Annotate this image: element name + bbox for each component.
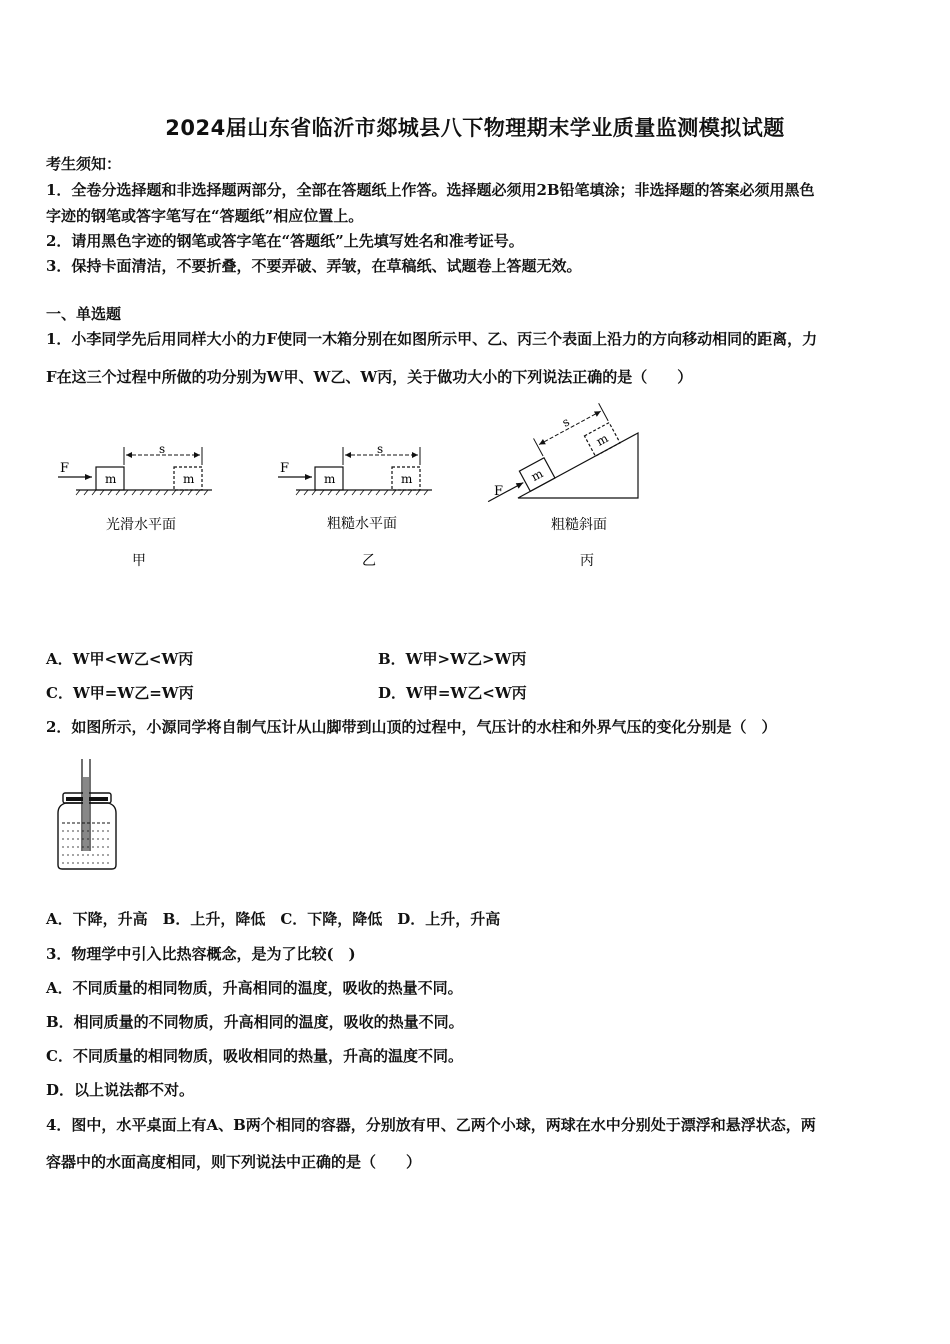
question-1-option-a[interactable]: A．W甲<W乙<W丙 <box>46 650 194 668</box>
question-3-option-c[interactable]: C．不同质量的相同物质，吸收相同的热量，升高的温度不同。 <box>46 1047 463 1065</box>
question-1-option-c[interactable]: C．W甲=W乙=W丙 <box>46 684 194 702</box>
question-1-option-d[interactable]: D．W甲=W乙<W丙 <box>378 684 527 702</box>
question-3-option-a[interactable]: A．不同质量的相同物质，升高相同的温度，吸收的热量不同。 <box>46 979 463 997</box>
barometer-figure <box>48 755 128 875</box>
mass-label: m <box>105 472 117 486</box>
question-4-line-2: 容器中的水面高度相同，则下列说法中正确的是（ ） <box>46 1153 422 1171</box>
distance-label: s <box>559 414 572 430</box>
mass-label: m <box>593 431 611 449</box>
question-1-line-1: 1．小李同学先后用同样大小的力F使同一木箱分别在如图所示甲、乙、丙三个表面上沿力的方向移动相同的距离，力 <box>46 330 818 348</box>
mass-label: m <box>183 472 195 486</box>
distance-label: s <box>377 442 384 456</box>
figure-jia <box>58 442 212 569</box>
force-label: F <box>280 461 290 476</box>
figure-bing <box>469 398 638 569</box>
notice-item: 2．请用黑色字迹的钢笔或答字笔在“答题纸”上先填写姓名和准考证号。 <box>46 232 524 250</box>
figure-label: 甲 <box>132 553 146 569</box>
question-3-option-b[interactable]: B．相同质量的不同物质，升高相同的温度，吸收的热量不同。 <box>46 1013 464 1031</box>
notice-item: 字迹的钢笔或答字笔写在“答题纸”相应位置上。 <box>46 207 364 225</box>
mass-label: m <box>528 466 546 485</box>
surface-caption: 粗糙斜面 <box>551 517 607 533</box>
question-1-figure <box>40 395 660 595</box>
notice-item: 3．保持卡面清洁，不要折叠，不要弄破、弄皱，在草稿纸、试题卷上答题无效。 <box>46 257 582 275</box>
mass-label: m <box>401 472 413 486</box>
question-3-stem: 3．物理学中引入比热容概念，是为了比较( ) <box>46 945 356 963</box>
question-3-option-d[interactable]: D．以上说法都不对。 <box>46 1081 195 1099</box>
question-2-stem: 2．如图所示，小源同学将自制气压计从山脚带到山顶的过程中，气压计的水柱和外界气压的变化分别是（ ） <box>46 718 777 736</box>
figure-yi <box>278 442 432 569</box>
page-title: 2024届山东省临沂市郯城县八下物理期末学业质量监测模拟试题 <box>165 116 785 140</box>
section-heading: 一、单选题 <box>46 305 122 323</box>
question-1-line-2: F在这三个过程中所做的功分别为W甲、W乙、W丙，关于做功大小的下列说法正确的是（ ） <box>46 368 693 386</box>
distance-label: s <box>159 442 166 456</box>
notice-heading: 考生须知： <box>46 155 122 173</box>
surface-caption: 光滑水平面 <box>106 517 176 533</box>
question-1-option-b[interactable]: B．W甲>W乙>W丙 <box>378 650 527 668</box>
notice-item: 1．全卷分选择题和非选择题两部分，全部在答题纸上作答。选择题必须用2B铅笔填涂；非选择题的答案必须用黑色 <box>46 181 815 199</box>
figure-label: 丙 <box>580 553 594 569</box>
force-label: F <box>60 461 70 476</box>
question-2-options[interactable]: A．下降，升高 B．上升，降低 C．下降，降低 D．上升，升高 <box>46 910 501 928</box>
force-label: F <box>494 484 504 499</box>
question-4-line-1: 4．图中，水平桌面上有A、B两个相同的容器，分别放有甲、乙两个小球，两球在水中分别处于漂浮和悬浮状态，两 <box>46 1116 816 1134</box>
mass-label: m <box>324 472 336 486</box>
figure-label: 乙 <box>362 553 376 569</box>
surface-caption: 粗糙水平面 <box>327 516 397 532</box>
